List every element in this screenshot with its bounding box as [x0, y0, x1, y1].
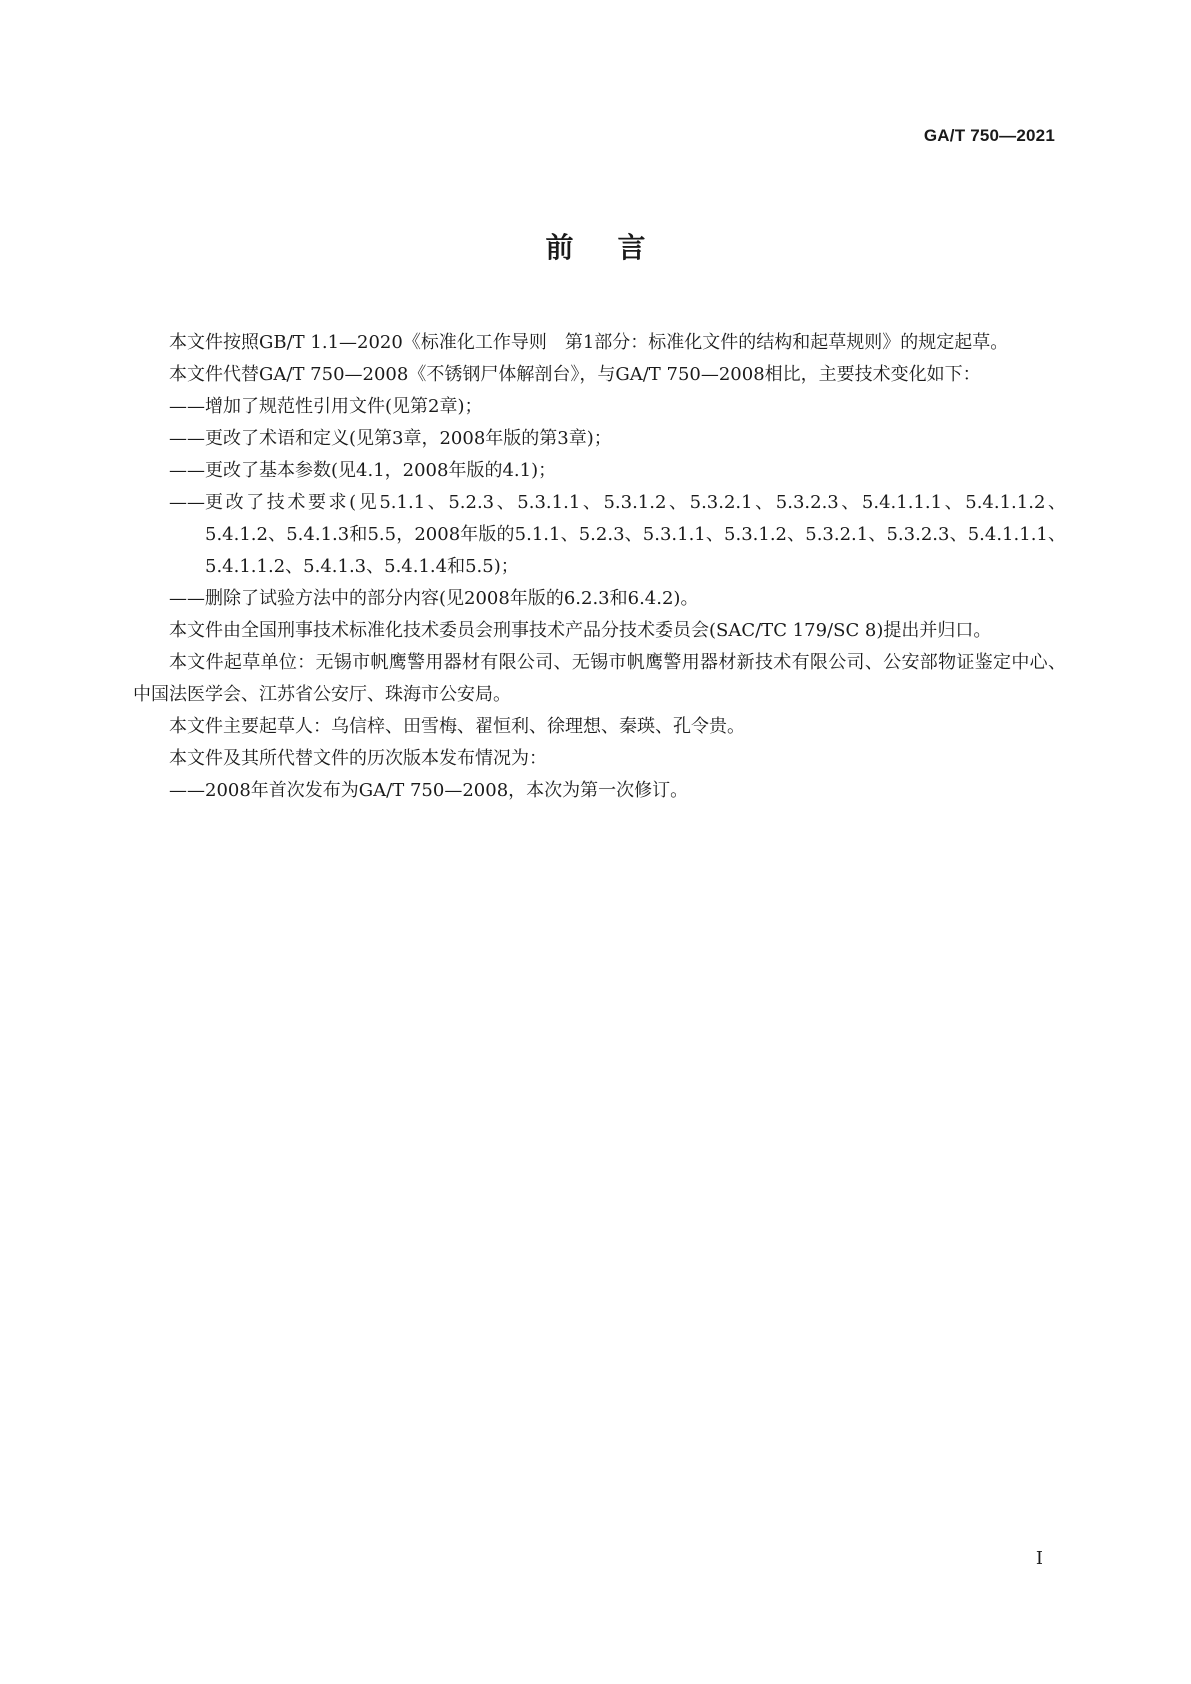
- list-item-history: [133, 775, 1066, 807]
- document-code: GA/T 750—2021: [923, 126, 1055, 145]
- change-text: 删除了试验方法中的部分内容(见2008年版的6.2.3和6.4.2)。: [205, 588, 699, 609]
- list-item-change: [133, 423, 1066, 455]
- paragraph-proposer: 本文件由全国刑事技术标准化技术委员会刑事技术产品分技术委员会(SAC/TC 179/SC 8)提出并归口。: [169, 620, 992, 641]
- paragraph-drafters: 本文件主要起草人：乌信梓、田雪梅、翟恒利、徐理想、秦瑛、孔令贵。: [169, 716, 745, 737]
- change-text: 更改了基本参数(见4.1，2008年版的4.1)；: [205, 460, 557, 481]
- change-text: 更改了术语和定义(见第3章，2008年版的第3章)；: [205, 428, 612, 449]
- history-text: 2008年首次发布为GA/T 750—2008，本次为第一次修订。: [205, 780, 689, 801]
- dash-marker: ——: [169, 396, 205, 417]
- paragraph-replacement: 本文件代替GA/T 750—2008《不锈钢尸体解剖台》，与GA/T 750—2008相比，主要技术变化如下：: [169, 364, 981, 385]
- list-item-change: [133, 487, 1066, 583]
- dash-marker: ——: [169, 460, 205, 481]
- page-title: 前言: [545, 231, 690, 264]
- list-item-change: [133, 391, 1066, 423]
- change-text: 增加了规范性引用文件(见第2章)；: [205, 396, 483, 417]
- page-number: I: [1035, 1548, 1043, 1569]
- paragraph-version-history: 本文件及其所代替文件的历次版本发布情况为：: [169, 748, 547, 769]
- paragraph-drafting-units: 本文件起草单位：无锡市帆鹰警用器材有限公司、无锡市帆鹰警用器材新技术有限公司、公安部物证鉴定中心、中国法医学会、江苏省公安厅、珠海市公安局。: [133, 652, 1066, 705]
- change-text: 更改了技术要求(见5.1.1、5.2.3、5.3.1.1、5.3.1.2、5.3.2.1、5.3.2.3、5.4.1.1.1、5.4.1.1.2、5.4.1.2、5.4.1.3和5.5，2008年版的5.1.1、5.2.3、5.3.1.1、5.3.1.2、5.3.2.1、5.3.2.3、5.4.1.1.1、5.4.1.1.2、5.4.1.3、5.4.1.4和5.5)；: [205, 492, 1066, 577]
- dash-marker: ——: [169, 492, 205, 513]
- dash-marker: ——: [169, 428, 205, 449]
- foreword-body: [133, 327, 1066, 807]
- paragraph-drafting-rules: 本文件按照GB/T 1.1—2020《标准化工作导则 第1部分：标准化文件的结构和起草规则》的规定起草。: [169, 332, 1009, 353]
- list-item-change: [133, 455, 1066, 487]
- list-item-change: [133, 583, 1066, 615]
- dash-marker: ——: [169, 780, 205, 801]
- dash-marker: ——: [169, 588, 205, 609]
